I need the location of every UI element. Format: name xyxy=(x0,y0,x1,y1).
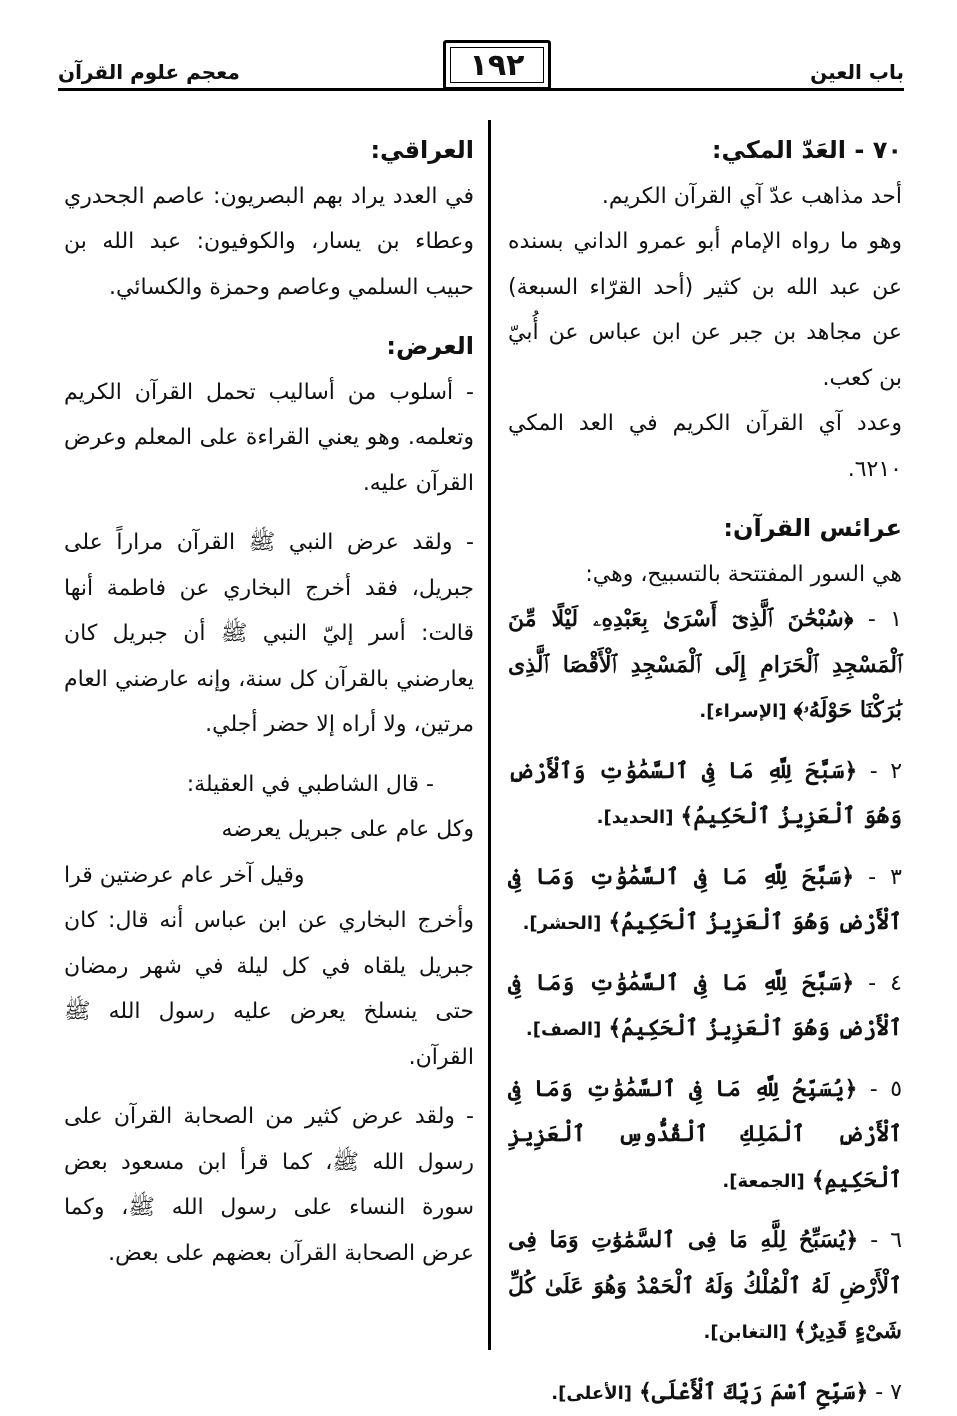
surah-reference: [الصف]. xyxy=(526,1019,601,1040)
quran-verse: ﴿سَبِّحِ ٱسْمَ رَبِّكَ ٱلْأَعْلَى﴾ xyxy=(639,1379,868,1405)
list-item xyxy=(508,961,902,1053)
list-item xyxy=(508,1218,902,1356)
paragraph: هي السور المفتتحة بالتسبيح، وهي: xyxy=(508,552,902,598)
column-divider xyxy=(488,120,491,1350)
paragraph: - ولقد عرض كثير من الصحابة القرآن على رسول الله ﷺ، كما قرأ ابن مسعود بعض سورة النساء على رسول الله ﷺ، وكما عرض الصحابة القرآن بعضهم على بعض. xyxy=(64,1094,474,1276)
quran-verse: ﴿يُسَبِّحُ لِلَّهِ مَا فِى ٱلسَّمَٰوَٰتِ وَمَا فِى ٱلْأَرْضِ ٱلْمَلِكِ ٱلْقُدُّوسِ ٱلْعَزِيزِ ٱلْحَكِيمِ﴾ xyxy=(508,1076,902,1193)
quran-verse: ﴿سَبَّحَ لِلَّهِ مَا فِى ٱلسَّمَٰوَٰتِ وَمَا فِى ٱلْأَرْضِ وَهُوَ ٱلْعَزِيزُ ٱلْحَكِيمُ﴾ xyxy=(508,970,902,1042)
list-item xyxy=(508,1067,902,1205)
item-number: ٥ - xyxy=(870,1077,902,1102)
entry-heading-makki-count: ٧٠ - العَدّ المكي: xyxy=(508,128,902,174)
quran-verse: ﴿يُسَبِّحُ لِلَّهِ مَا فِى ٱلسَّمَٰوَٰتِ وَمَا فِى ٱلْأَرْضِ لَهُ ٱلْمُلْكُ وَلَهُ ٱلْحَمْدُ وَهُوَ عَلَىٰ كُلِّ شَىْءٍ قَدِيرٌ﴾ xyxy=(508,1227,902,1344)
poem-line: وقيل آخر عام عرضتين قرا xyxy=(64,853,474,899)
entry-heading-ard: العرض: xyxy=(64,324,474,370)
item-number: ٢ - xyxy=(870,759,902,784)
item-number: ١ - xyxy=(868,607,902,632)
item-number: ٧ - xyxy=(875,1380,902,1405)
surah-reference: [التغابن]. xyxy=(704,1322,787,1343)
list-item xyxy=(508,597,902,735)
surah-reference: [الحديد]. xyxy=(597,807,674,828)
item-number: ٦ - xyxy=(870,1228,902,1253)
book-title: معجم علوم القرآن xyxy=(58,60,240,84)
list-item xyxy=(508,1370,902,1416)
list-item xyxy=(508,749,902,841)
quran-verse: ﴿سَبَّحَ لِلَّهِ مَا فِى ٱلسَّمَٰوَٰتِ وَٱلْأَرْضِ وَهُوَ ٱلْعَزِيزُ ٱلْحَكِيمُ﴾ xyxy=(508,758,902,830)
poem-line: وكل عام على جبريل يعرضه xyxy=(64,807,474,853)
paragraph: - أسلوب من أساليب تحمل القرآن الكريم وتعلمه. وهو يعني القراءة على المعلم وعرض القرآن عليه. xyxy=(64,370,474,507)
paragraph: - ولقد عرض النبي ﷺ القرآن مراراً على جبريل، فقد أخرج البخاري عن فاطمة أنها قالت: أسر إليّ النبي ﷺ أن جبريل كان يعارضني بالقرآن كل سنة، وإنه عارضني العام مرتين، ولا أراه إلا حضر أجلي. xyxy=(64,520,474,748)
paragraph: في العدد يراد بهم البصريون: عاصم الجحدري وعطاء بن يسار، والكوفيون: عبد الله بن حبيب السلمي وعاصم وحمزة والكسائي. xyxy=(64,174,474,311)
paragraph: وأخرج البخاري عن ابن عباس أنه قال: كان جبريل يلقاه في كل ليلة في شهر رمضان حتى ينسلخ يعرض عليه رسول الله ﷺ القرآن. xyxy=(64,898,474,1080)
surah-reference: [الأعلى]. xyxy=(551,1383,632,1404)
header-rule xyxy=(58,88,904,91)
paragraph: أحد مذاهب عدّ آي القرآن الكريم. xyxy=(508,174,902,220)
right-column xyxy=(508,128,902,1416)
quran-verse: ﴿سُبْحَٰنَ ٱلَّذِىٓ أَسْرَىٰ بِعَبْدِهِۦ لَيْلًا مِّنَ ٱلْمَسْجِدِ ٱلْحَرَامِ إِلَى ٱلْمَسْجِدِ ٱلْأَقْصَا ٱلَّذِى بَٰرَكْنَا حَوْلَهُۥ﴾ xyxy=(508,606,902,723)
chapter-title: باب العين xyxy=(810,60,904,84)
surah-reference: [الإسراء]. xyxy=(699,701,786,722)
item-number: ٣ - xyxy=(868,865,902,890)
page-number-box xyxy=(443,40,551,90)
item-number: ٤ - xyxy=(868,971,902,996)
paragraph: وعدد آي القرآن الكريم في العد المكي ٦٢١٠. xyxy=(508,401,902,492)
paragraph: وهو ما رواه الإمام أبو عمرو الداني بسنده عن عبد الله بن كثير (أحد القرّاء السبعة) عن مجاهد بن جبر عن ابن عباس عن أُبيّ بن كعب. xyxy=(508,219,902,401)
paragraph: - قال الشاطبي في العقيلة: xyxy=(64,762,474,808)
quran-verse: ﴿سَبَّحَ لِلَّهِ مَا فِى ٱلسَّمَٰوَٰتِ وَمَا فِى ٱلْأَرْضِ وَهُوَ ٱلْعَزِيزُ ٱلْحَكِيمُ﴾ xyxy=(508,864,902,936)
entry-heading-arais: عرائس القرآن: xyxy=(508,506,902,552)
surah-reference: [الجمعة]. xyxy=(722,1171,804,1192)
page-number: ١٩٢ xyxy=(470,48,525,83)
surah-reference: [الحشر]. xyxy=(523,913,602,934)
left-column xyxy=(64,128,474,1276)
entry-heading-iraqi: العراقي: xyxy=(64,128,474,174)
list-item xyxy=(508,855,902,947)
